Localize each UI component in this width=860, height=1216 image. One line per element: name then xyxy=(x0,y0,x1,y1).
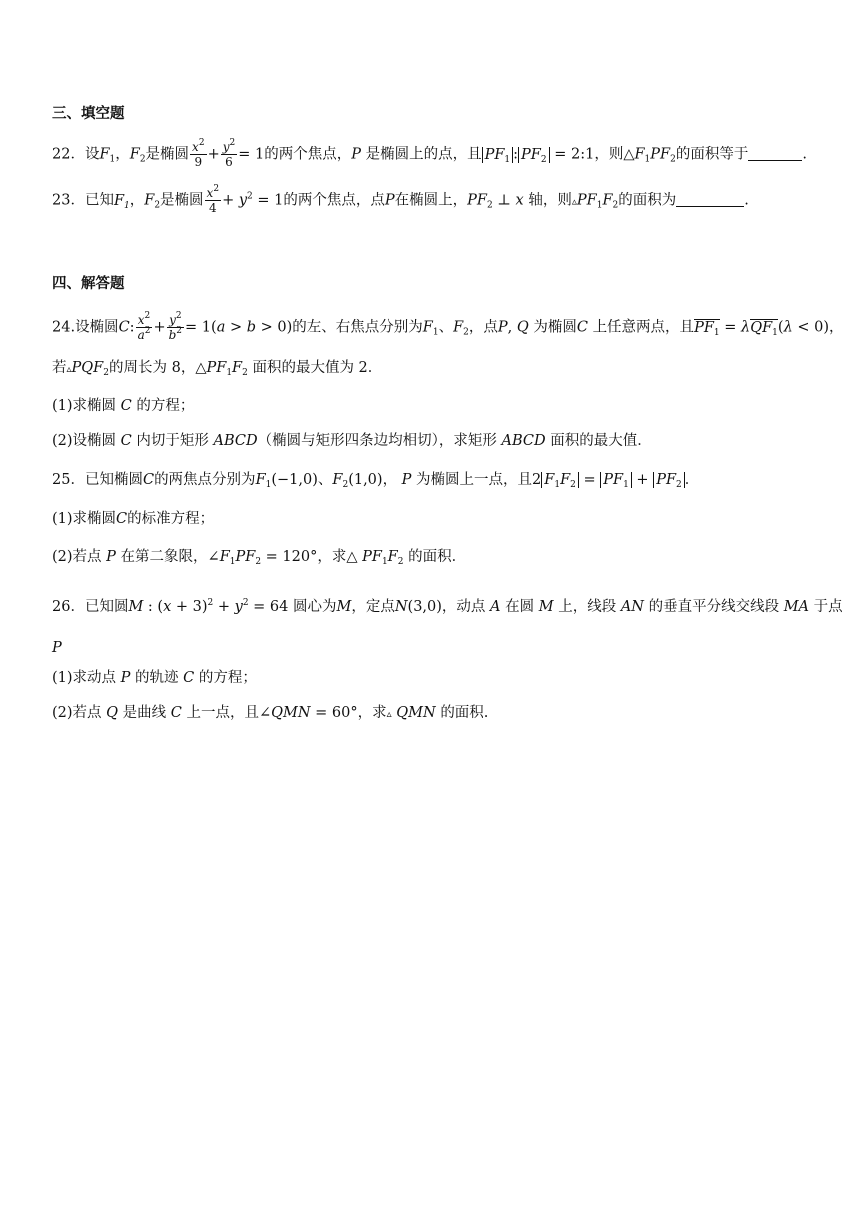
fraction: $\frac{x^2}{9}$ xyxy=(192,138,205,169)
question-26: 26．已知圆M : $(x + 3)^2 + y^2 = 64$ 圆心为M，定点N(3,0)，动点 A 在圆 M 上，线段 AN 的垂直平分线交线段 MA 于点 xyxy=(52,598,843,615)
question-25-part-1: (1)求椭圆C的标准方程； xyxy=(52,511,215,527)
question-24-part-2: (2)设椭圆 C 内切于矩形 ABCD（椭圆与矩形四条边均相切），求矩形 ABCD 面积的最大值． xyxy=(52,433,652,449)
question-23: 23．已知$F_1$，$F_2$是椭圆 $\frac{x^2}{4}$ + $y^2 = 1$的两个焦点，点P在椭圆上，$PF_2$ ⊥ x 轴，则$▵PF_1F_2$的面积为 . xyxy=(52,184,749,215)
question-25: 25．已知椭圆C的两焦点分别为$F_1(-1,0)$、$F_2(1,0)$， P 为椭圆上一点，且2 $F_1F_2 = PF_1 + PF_2$ ． xyxy=(52,472,700,490)
question-number: 23． xyxy=(52,192,85,209)
fraction: $\frac{x^2}{4}$ xyxy=(206,184,220,215)
fraction: $\frac{y^2}{6}$ xyxy=(222,138,236,169)
question-number: 26． xyxy=(52,599,85,615)
question-number: 25． xyxy=(52,472,85,488)
answer-blank[interactable] xyxy=(748,146,802,161)
fraction: $\frac{y^2}{b^2}$ xyxy=(168,311,183,342)
answer-blank[interactable] xyxy=(676,192,744,207)
question-26-line-2: P xyxy=(52,640,62,656)
section-title-answer: 四、解答题 xyxy=(52,276,125,292)
question-number: 24. xyxy=(52,319,76,336)
question-24-part-1: (1)求椭圆 C 的方程； xyxy=(52,398,195,414)
fraction: $\frac{x^2}{a^2}$ xyxy=(137,311,151,342)
question-25-part-2: (2)若点 P 在第二象限，$\angle F_1PF_2 = 120^\circ$，求△ $PF_1F_2$ 的面积． xyxy=(52,549,467,567)
question-24: 24.设椭圆C: $\frac{x^2}{a^2}$ + $\frac{y^2}{b^2}$ = 1(a > b > 0)的左、右焦点分别为$F_1$、$F_2$，点P, Q 为椭圆C 上任意两点，且$PF_1 = \lambda QF_1(\lambda < 0)$， xyxy=(52,311,844,342)
question-26-part-1: (1)求动点 P 的轨迹 C 的方程； xyxy=(52,670,257,686)
question-24-line-2: 若$▵PQF_2$的周长为 8，$\triangle PF_1F_2$ 面积的最大值为 2． xyxy=(52,360,383,378)
question-26-part-2: (2)若点 Q 是曲线 C 上一点，且∠QMN = 60°，求▵ QMN 的面积. xyxy=(52,705,489,721)
question-22: 22．设$F_1$，$F_2$是椭圆 $\frac{x^2}{9}$ + $\frac{y^2}{6}$ = 1的两个焦点，P 是椭圆上的点，且 $PF_1$ : $PF_2$ = 2:1，则$\triangle F_1PF_2$的面积等于 . xyxy=(52,138,807,169)
section-title-fill: 三、填空题 xyxy=(52,106,125,122)
question-number: 22． xyxy=(52,146,85,163)
